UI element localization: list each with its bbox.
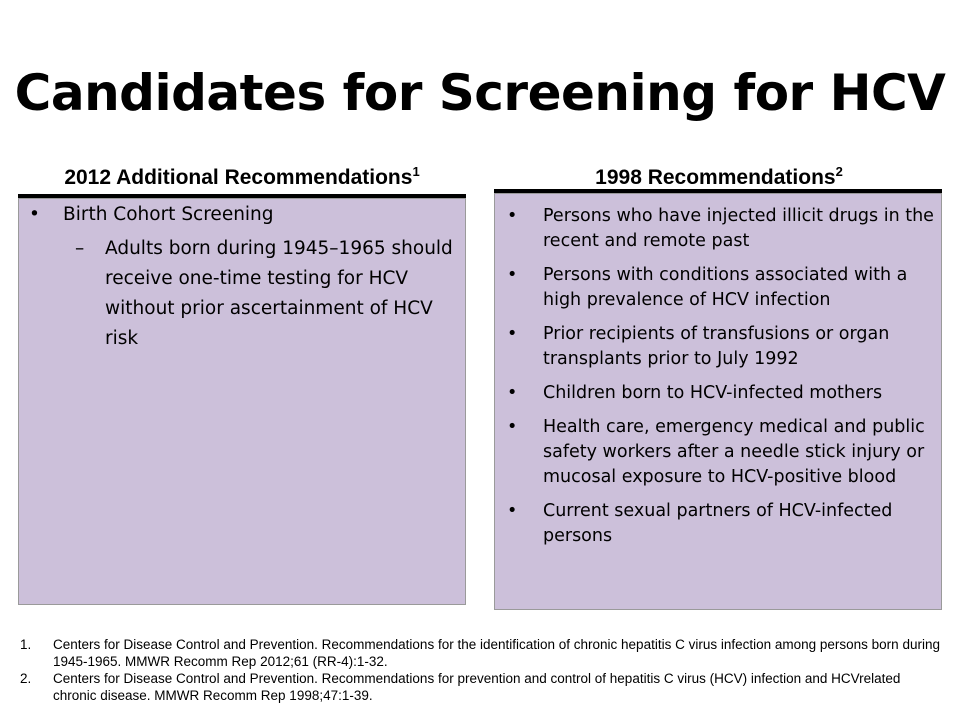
bullet-icon: •: [29, 204, 40, 225]
sub-list-item: [29, 234, 459, 354]
bullet-text: Prior recipients of transfusions or organ transplants prior to July 1992: [543, 324, 890, 369]
list-item: [507, 381, 935, 406]
list-item: [29, 201, 459, 228]
bullet-text: Persons who have injected illicit drugs in the recent and remote past: [543, 206, 934, 251]
bullet-icon: •: [507, 501, 518, 521]
bullet-text: Children born to HCV-infected mothers: [543, 383, 883, 403]
right-heading-text: 1998 Recommendations: [595, 166, 836, 189]
left-bullet-list: [29, 201, 459, 354]
bullet-icon: •: [507, 206, 518, 226]
right-heading-footnote-marker: 2: [835, 164, 843, 179]
bullet-icon: •: [507, 265, 518, 285]
references: [20, 636, 940, 704]
list-item: [507, 322, 935, 372]
list-item: [507, 499, 935, 549]
bullet-icon: •: [507, 383, 518, 403]
reference-item: [20, 636, 940, 670]
reference-number: 1.: [20, 637, 32, 652]
slide-title: Candidates for Screening for HCV: [14, 64, 946, 122]
bullet-text: Birth Cohort Screening: [63, 204, 274, 225]
sub-bullet-text: Adults born during 1945–1965 should receive one-time testing for HCV without prior ascertainment of HCV risk: [105, 238, 453, 349]
list-item: [507, 415, 935, 490]
bullet-text: Persons with conditions associated with a high prevalence of HCV infection: [543, 265, 908, 310]
reference-text: Centers for Disease Control and Prevention. Recommendations for the identification of chronic hepatitis C virus infection among persons born during 1945-1965. MMWR Recomm Rep 2012;61 (RR-4):1-32.: [53, 637, 940, 669]
left-column-heading: [0, 156, 484, 188]
reference-number: 2.: [20, 671, 32, 686]
bullet-text: Health care, emergency medical and public safety workers after a needle stick injury or mucosal exposure to HCV-positive blood: [543, 417, 925, 487]
bullet-text: Current sexual partners of HCV-infected persons: [543, 501, 893, 546]
dash-icon: –: [75, 238, 85, 259]
left-heading-text: 2012 Additional Recommendations: [64, 166, 413, 189]
reference-item: [20, 670, 940, 704]
right-column-heading: [494, 156, 944, 188]
right-bullet-list: [507, 204, 935, 558]
bullet-icon: •: [507, 324, 518, 344]
left-recommendations-box: [18, 198, 466, 605]
bullet-icon: •: [507, 417, 518, 437]
reference-text: Centers for Disease Control and Prevention. Recommendations for prevention and control of hepatitis C virus (HCV) infection and HCVrelated chronic disease. MMWR Recomm Rep 1998;47:1-39.: [53, 671, 901, 703]
left-heading-footnote-marker: 1: [412, 164, 420, 179]
list-item: [507, 204, 935, 254]
list-item: [507, 263, 935, 313]
right-recommendations-box: [494, 193, 942, 610]
